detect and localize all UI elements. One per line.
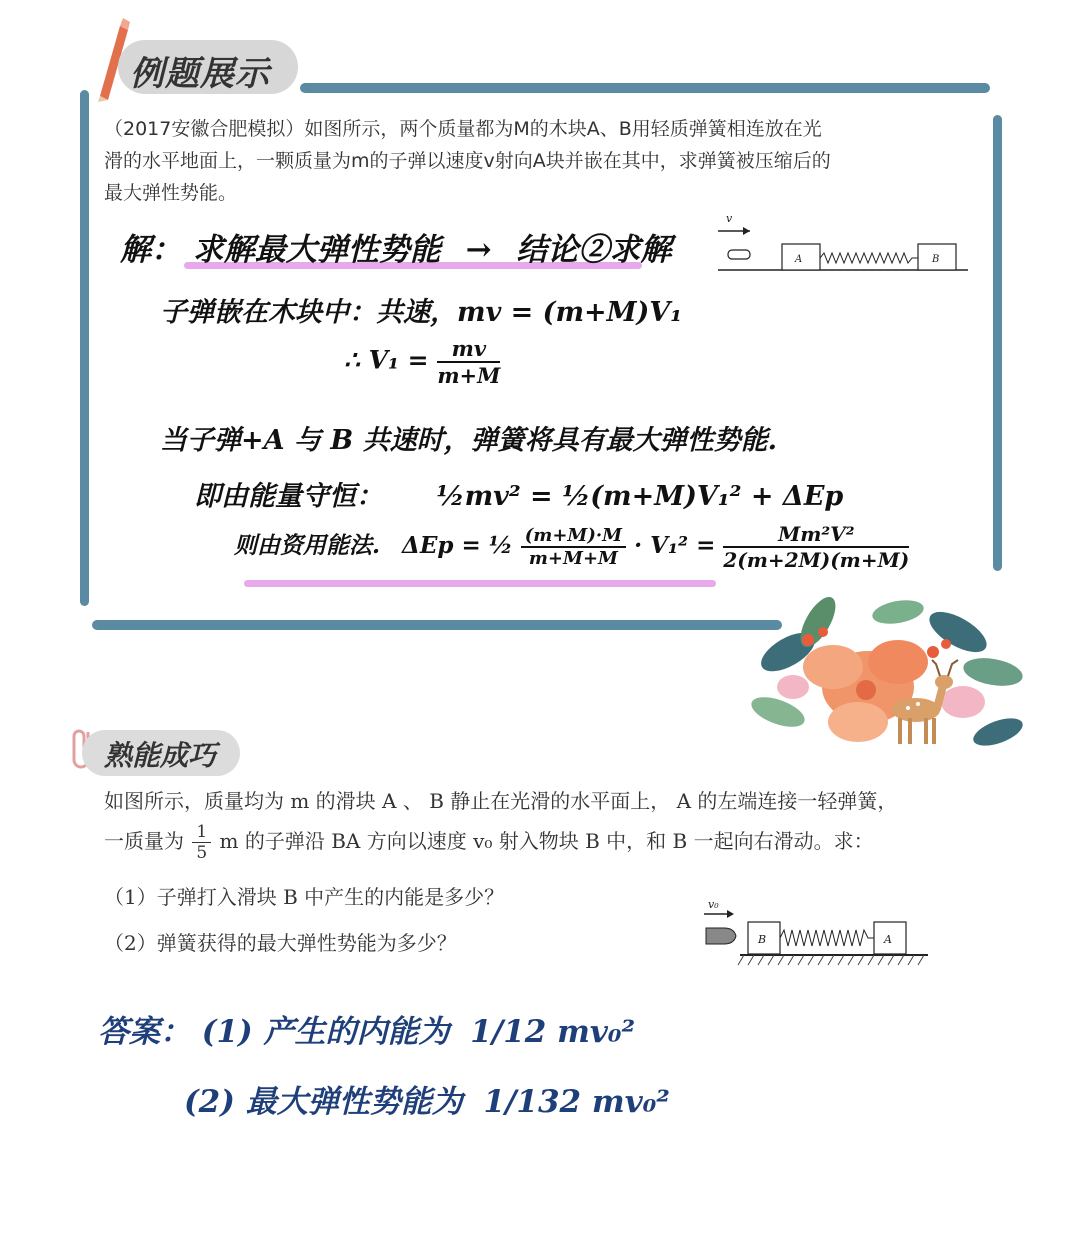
- practice-title-tag: [82, 730, 240, 776]
- practice-subquestion-1: （1）子弹打入滑块 B 中产生的内能是多少？: [104, 885, 505, 909]
- bullet-icon: [706, 928, 736, 944]
- practice-figure: [696, 892, 932, 972]
- practice-subquestion-2: （2）弹簧获得的最大弹性势能为多少？: [104, 931, 457, 955]
- problem-text: [104, 113, 984, 209]
- problem-line: （2017安徽合肥模拟）如图所示，两个质量都为M的木块A、B用轻质弹簧相连放在光: [104, 118, 822, 140]
- section-title-tag: [118, 40, 298, 94]
- solution-line-6: 则由资用能法. ΔEp = ½ $\frac{(m+M)\cdot M}{m+M+M}$ · V₁² = $\frac{\text{Mm²V²}}{2(m+2M)(m+M)}$: [234, 522, 910, 572]
- practice-question-line-2: 一质量为 $\frac{1}{5}$ m 的子弹沿 BA 方向以速度 v₀ 射入物块 B 中，和 B 一起向右滑动。求：: [104, 822, 874, 863]
- solution-line-4: 当子弹+A 与 B 共速时，弹簧将具有最大弹性势能.: [160, 425, 777, 456]
- frame-left-bar: [80, 90, 89, 606]
- frame-top-bar: [300, 83, 990, 93]
- problem-line: 最大弹性势能。: [104, 182, 238, 204]
- solution-line-3: ∴ V₁ = $\frac{mv}{m+M}$: [344, 336, 501, 388]
- flower-deer-decoration: [748, 592, 1038, 772]
- svg-text:A: A: [884, 933, 892, 946]
- frame-right-bar: [993, 115, 1002, 571]
- spring-block-figure: [712, 210, 974, 276]
- section-title: 例题展示: [130, 54, 270, 94]
- answer-line-2: (2) 最大弹性势能为 1/132 mv₀²: [184, 1084, 670, 1120]
- spring: [820, 253, 918, 263]
- highlight-2: [244, 580, 716, 587]
- bullet-icon: [728, 250, 750, 259]
- problem-line: 滑的水平地面上，一颗质量为m的子弹以速度v射向A块并嵌在其中，求弹簧被压缩后的: [104, 150, 831, 172]
- svg-text:B: B: [758, 933, 767, 946]
- velocity-label: v: [726, 212, 733, 225]
- practice-title: 熟能成巧: [104, 739, 217, 772]
- spring: [780, 930, 874, 946]
- frame-bottom-bar: [92, 620, 782, 630]
- solution-line-2: 子弹嵌在木块中：共速，mv = (m+M)V₁: [160, 297, 683, 328]
- svg-text:A: A: [795, 254, 803, 265]
- ground-hatching: [738, 955, 924, 965]
- svg-text:B: B: [932, 254, 940, 265]
- practice-question-line-1: 如图所示，质量均为 m 的滑块 A 、 B 静止在光滑的水平面上， A 的左端连接一轻弹簧，: [104, 789, 898, 813]
- solution-line-5: 即由能量守恒： ½mv² = ½(m+M)V₁² + ΔEp: [194, 481, 844, 512]
- answer-line-1: 答案： (1) 产生的内能为 1/12 mv₀²: [98, 1014, 636, 1050]
- svg-text:v₀: v₀: [708, 898, 719, 911]
- solution-line-1: 解： 求解最大弹性势能 → 结论②求解: [120, 232, 672, 268]
